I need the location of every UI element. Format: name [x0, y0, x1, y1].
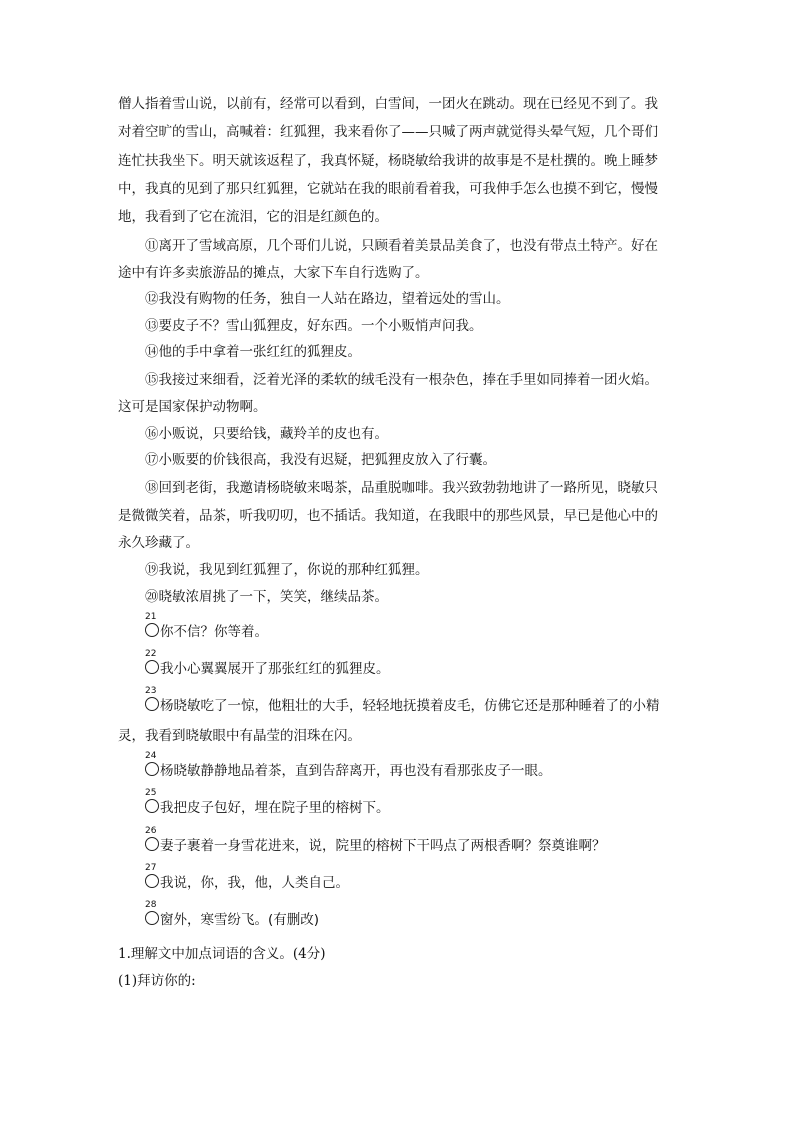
paragraph-number-badge: 25: [145, 799, 159, 813]
paragraph-line: 这可是国家保护动物啊。: [118, 399, 267, 415]
paragraph-18: ⑱回到老街，我邀请杨晓敏来喝茶，品重脱咖啡。我兴致勃勃地讲了一路所见，晓敏只: [145, 480, 658, 496]
question-1: 1.理解文中加点词语的含义。(4分): [118, 946, 326, 962]
paragraph-number-badge: 21: [145, 623, 159, 637]
paragraph-line: 地，我看到了它在流泪，它的泪是红颜色的。: [118, 209, 388, 225]
paragraph-14: ⑭他的手中拿着一张红红的狐狸皮。: [145, 344, 361, 360]
paragraph-line: 永久珍藏了。: [118, 535, 199, 551]
paragraph-number-badge: 26: [145, 837, 159, 851]
paragraph-22: 22 我小心翼翼展开了那张红红的狐狸皮。: [145, 649, 390, 677]
paragraph-13: ⑬要皮子不？雪山狐狸皮，好东西。一个小贩悄声问我。: [145, 318, 483, 334]
paragraph-number-badge: 27: [145, 874, 159, 888]
question-1-part-1: (1)拜访你的:: [118, 973, 196, 989]
paragraph-28: 28 窗外，寒雪纷飞。(有删改): [145, 900, 320, 928]
paragraph-24: 24 杨晓敏静静地品着茶，直到告辞离开，再也没有看那张皮子一眼。: [145, 751, 552, 779]
paragraph-line: 中，我真的见到了那只红狐狸，它就站在我的眼前看着我，可我伸手怎么也摸不到它，慢慢: [118, 181, 658, 197]
paragraph-27: 27 我说，你，我，他，人类自己。: [145, 863, 349, 891]
paragraph-26: 26 妻子裹着一身雪花进来，说，院里的榕树下干吗点了两根香啊？祭奠谁啊？: [145, 826, 606, 854]
paragraph-19: ⑲我说，我见到红狐狸了，你说的那种红狐狸。: [145, 562, 429, 578]
paragraph-line: 僧人指着雪山说，以前有，经常可以看到，白雪间，一团火在跳动。现在已经见不到了。我: [118, 96, 658, 112]
paragraph-23: 23 杨晓敏吃了一惊，他粗壮的大手，轻轻地抚摸着皮毛，仿佛它还是那种睡着了的小精: [145, 686, 660, 714]
paragraph-number-badge: 28: [145, 911, 159, 925]
paragraph-line: 连忙扶我坐下。明天就该返程了，我真怀疑，杨晓敏给我讲的故事是不是杜撰的。晚上睡梦: [118, 153, 658, 169]
paragraph-line: 对着空旷的雪山，高喊着：红狐狸，我来看你了——只喊了两声就觉得头晕气短，几个哥们: [118, 124, 658, 140]
paragraph-number-badge: 23: [145, 697, 159, 711]
paragraph-20: ⑳晓敏浓眉挑了一下，笑笑，继续品茶。: [145, 589, 388, 605]
paragraph-12: ⑫我没有购物的任务，独自一人站在路边，望着远处的雪山。: [145, 291, 510, 307]
paragraph-17: ⑰小贩要的价钱很高，我没有迟疑，把狐狸皮放入了行囊。: [145, 452, 496, 468]
paragraph-number-badge: 22: [145, 660, 159, 674]
paragraph-21: 21 你不信？你等着。: [145, 612, 268, 640]
paragraph-11: ⑪离开了雪域高原，几个哥们儿说，只顾看着美景品美食了，也没有带点土特产。好在: [145, 238, 658, 254]
paragraph-line: 灵，我看到晓敏眼中有晶莹的泪珠在闪。: [118, 728, 361, 744]
paragraph-line: 是微微笑着，品茶，听我叨叨，也不插话。我知道，在我眼中的那些风景，早已是他心中的: [118, 508, 658, 524]
paragraph-line: 途中有许多卖旅游品的摊点，大家下车自行选购了。: [118, 265, 429, 281]
paragraph-25: 25 我把皮子包好，埋在院子里的榕树下。: [145, 788, 390, 816]
paragraph-16: ⑯小贩说，只要给钱，藏羚羊的皮也有。: [145, 426, 388, 442]
paragraph-number-badge: 24: [145, 762, 159, 776]
paragraph-15: ⑮我接过来细看，泛着光泽的柔软的绒毛没有一根杂色，捧在手里如同捧着一团火焰。: [145, 372, 658, 388]
